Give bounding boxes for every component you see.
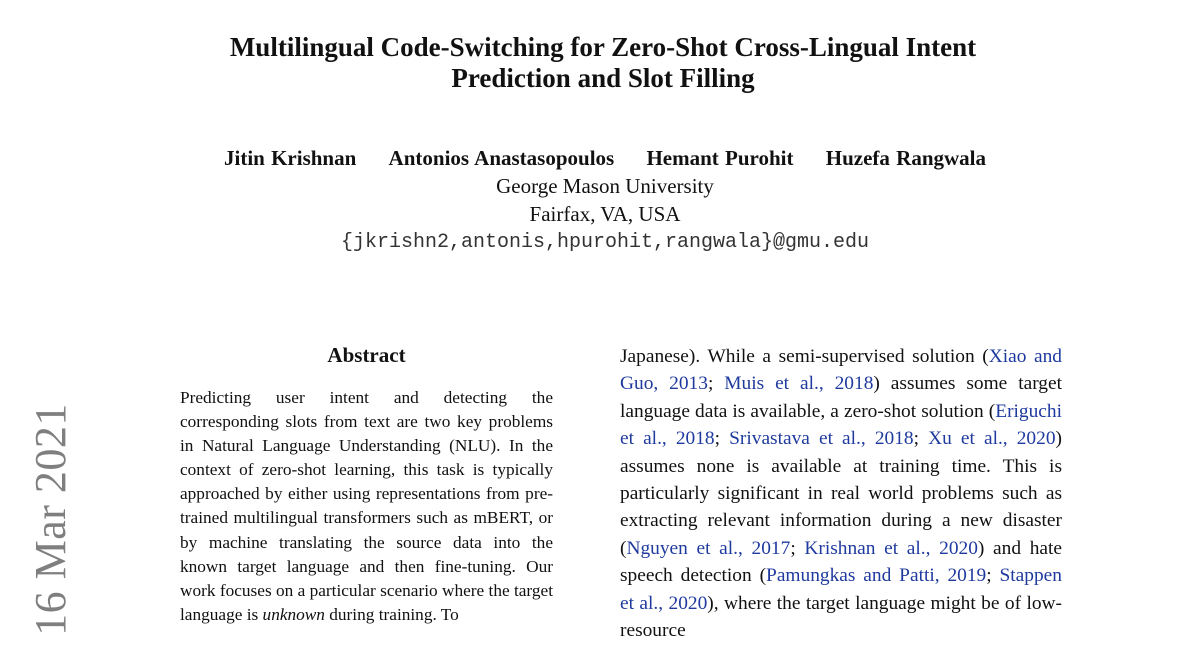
intro-column-text xyxy=(620,343,1062,644)
citation-link[interactable]: Xiao and Guo, 2013 xyxy=(620,346,1062,395)
author-emails: {jkrishn2,antonis,hpurohit,rangwala}@gmu.edu xyxy=(340,231,870,254)
body-text: ), where the target language might be of low-resource xyxy=(620,592,1062,642)
author-list xyxy=(160,144,1050,172)
citation-separator: ; xyxy=(913,428,929,450)
citation-separator: ; xyxy=(714,428,730,450)
affiliation: George Mason University xyxy=(496,174,714,198)
body-text: Japanese). While a semi-supervised solution ( xyxy=(620,346,989,367)
citation-link[interactable]: Nguyen et al., 2017 xyxy=(626,537,791,559)
arxiv-date-text: 16 Mar 2021 xyxy=(25,402,75,636)
citation-separator: ; xyxy=(986,565,1000,587)
citation-link[interactable]: Krishnan et al., 2020 xyxy=(804,537,978,559)
abstract-text: Predicting user intent and detecting the corresponding slots from text are two key problems in Natural Language Understanding (NLU). In the context of zero-shot learning, this task is typically approached by either using representations from pre-trained multilingual transformers such as mBERT, or by machine translating the source data into the known target language and then fine-tuning. Our work focuses on a particular scenario where the target language is xyxy=(180,388,553,624)
author-name: Huzefa Rangwala xyxy=(825,146,986,170)
abstract-emphasis: unknown xyxy=(262,604,325,624)
abstract-heading: Abstract xyxy=(327,343,406,367)
abstract-text-tail: during training. To xyxy=(324,604,459,624)
author-name: Jitin Krishnan xyxy=(224,146,357,170)
citation-link[interactable]: Xu et al., 2020 xyxy=(928,428,1056,450)
body-text: ) and hate speech detection ( xyxy=(620,537,1062,587)
citation-separator: ; xyxy=(707,373,725,395)
citation-link[interactable]: Stappen et al., 2020 xyxy=(620,565,1062,614)
citation-link[interactable]: Srivastava et al., 2018 xyxy=(729,428,914,450)
citation-separator: ; xyxy=(790,537,805,559)
abstract-body xyxy=(180,386,553,627)
body-text: ) assumes some target language data is available, a zero-shot solution ( xyxy=(620,373,1062,422)
citation-link[interactable]: Muis et al., 2018 xyxy=(724,373,874,395)
body-text: ) assumes none is available at training time. This is particularly significant in real world problems such as extracting relevant information during a new disaster ( xyxy=(620,428,1062,559)
citation-link[interactable]: Eriguchi et al., 2018 xyxy=(620,400,1062,450)
location: Fairfax, VA, USA xyxy=(529,202,681,226)
citation-link[interactable]: Pamungkas and Patti, 2019 xyxy=(766,565,987,587)
author-name: Hemant Purohit xyxy=(646,146,794,170)
arxiv-date-stamp xyxy=(24,402,76,636)
author-name: Antonios Anastasopoulos xyxy=(388,146,615,170)
paper-title: Multilingual Code-Switching for Zero-Shot Cross-Lingual Intent Prediction and Slot Filling xyxy=(229,32,977,93)
